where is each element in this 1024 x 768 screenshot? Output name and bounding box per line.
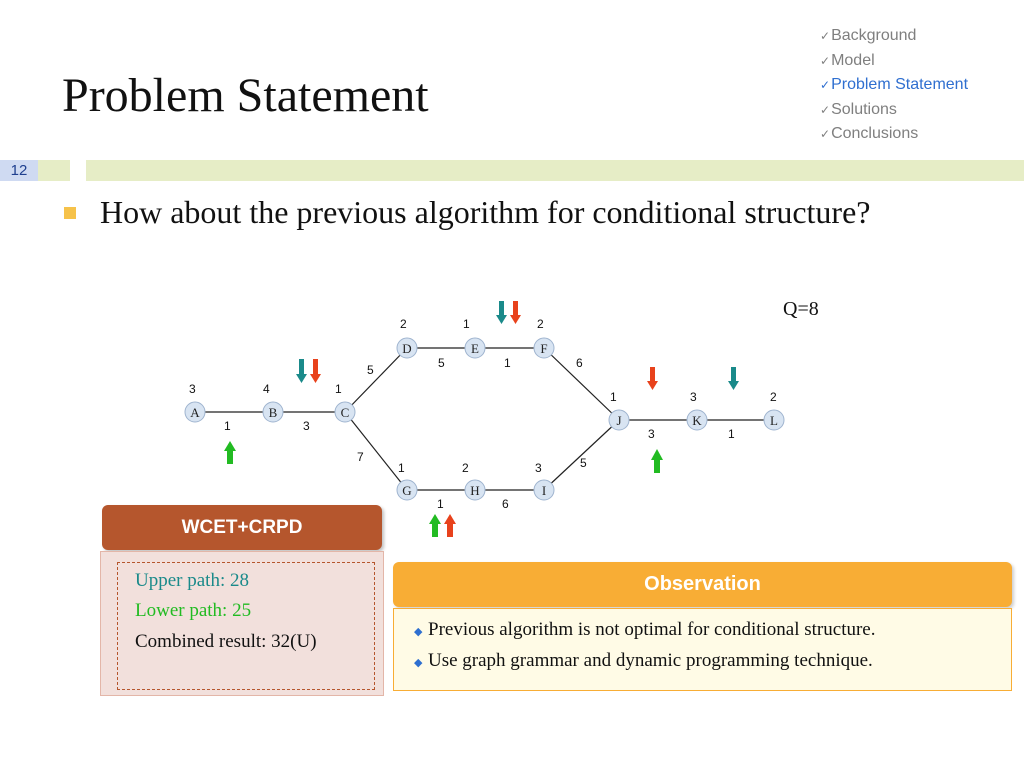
- q-label: Q=8: [783, 298, 819, 320]
- node-weight-d: 2: [400, 317, 407, 331]
- observation-box: [393, 608, 1012, 691]
- edge-weight-ij: 5: [580, 456, 587, 470]
- outline-item-solutions: ✓Solutions: [820, 100, 897, 118]
- svg-text:B: B: [268, 405, 278, 420]
- node-d: [397, 338, 417, 358]
- diamond-bullet-icon: ◆: [414, 657, 423, 669]
- svg-text:L: L: [770, 413, 778, 428]
- observation-point: ◆ Previous algorithm is not optimal for conditional structure.: [414, 619, 876, 640]
- node-j: [609, 410, 629, 430]
- edge-weight-bc: 3: [303, 419, 310, 433]
- svg-text:K: K: [692, 413, 702, 428]
- bullet-text: How about the previous algorithm for conditional structure?: [100, 194, 871, 230]
- node-a: [185, 402, 205, 422]
- arrow-up-green-icon: [429, 514, 441, 537]
- svg-text:C: C: [340, 405, 350, 420]
- node-weight-g: 1: [398, 461, 405, 475]
- checkmark-icon: ✓: [820, 53, 831, 68]
- arrow-up-green-icon: [651, 449, 663, 473]
- edge-weight-fj: 6: [576, 356, 583, 370]
- svg-text:D: D: [402, 341, 412, 356]
- node-weight-f: 2: [537, 317, 544, 331]
- arrow-down-teal-icon: [496, 301, 507, 324]
- edge-weight-jk: 3: [648, 427, 655, 441]
- node-b: [263, 402, 283, 422]
- svg-text:E: E: [471, 341, 479, 356]
- edge-c-d: [345, 348, 407, 412]
- node-weight-l: 2: [770, 390, 777, 404]
- edge-weight-hi: 6: [502, 497, 509, 511]
- svg-text:A: A: [190, 405, 200, 420]
- edge-i-j: [544, 420, 619, 490]
- node-weight-e: 1: [463, 317, 470, 331]
- node-i: [534, 480, 554, 500]
- node-c: [335, 402, 355, 422]
- node-weight-a: 3: [189, 382, 196, 396]
- outline-item-model: ✓Model: [820, 51, 875, 69]
- page-number: 12: [0, 160, 38, 181]
- edge-weight-cd: 5: [367, 363, 374, 377]
- outline-item-conclusions: ✓Conclusions: [820, 125, 919, 142]
- svg-text:I: I: [541, 483, 547, 498]
- edge-weight-cg: 7: [357, 450, 364, 464]
- node-l: [764, 410, 784, 430]
- arrow-down-red-icon: [647, 367, 658, 390]
- combined-result: Combined result: 32(U): [135, 631, 317, 652]
- checkmark-icon: ✓: [820, 127, 831, 141]
- diamond-bullet-icon: ◆: [414, 626, 423, 638]
- node-weight-i: 3: [535, 461, 542, 475]
- arrow-down-red-icon: [310, 359, 321, 383]
- node-weight-j: 1: [610, 390, 617, 404]
- arrow-down-teal-icon: [296, 359, 307, 383]
- edge-weight-de: 5: [438, 356, 445, 370]
- node-h: [465, 480, 485, 500]
- observation-header: Observation: [393, 562, 1012, 607]
- svg-text:H: H: [470, 483, 480, 498]
- observation-point: ◆ Use graph grammar and dynamic programming technique.: [414, 650, 873, 671]
- node-weight-c: 1: [335, 382, 342, 396]
- edge-c-g: [345, 412, 407, 490]
- svg-text:G: G: [402, 483, 412, 498]
- node-g: [397, 480, 417, 500]
- arrow-down-red-icon: [510, 301, 521, 324]
- outline-item-problem-statement: ✓Problem Statement: [820, 76, 969, 93]
- arrow-down-teal-icon: [728, 367, 739, 390]
- edge-weight-gh: 1: [437, 497, 444, 511]
- wcet-crpd-header: WCET+CRPD: [102, 505, 382, 550]
- node-k: [687, 410, 707, 430]
- edge-weight-ab: 1: [224, 419, 231, 433]
- slide-title: Problem Statement: [62, 69, 429, 122]
- node-weight-h: 2: [462, 461, 469, 475]
- edge-weight-kl: 1: [728, 427, 735, 441]
- node-weight-k: 3: [690, 390, 697, 404]
- wcet-crpd-box: [100, 551, 384, 696]
- arrow-up-green-icon: [224, 441, 236, 464]
- node-e: [465, 338, 485, 358]
- lower-path-result: Lower path: 25: [135, 600, 252, 621]
- edge-weight-ef: 1: [504, 356, 511, 370]
- svg-text:J: J: [616, 413, 622, 428]
- node-f: [534, 338, 554, 358]
- checkmark-icon: ✓: [820, 78, 831, 92]
- upper-path-result: Upper path: 28: [135, 570, 249, 591]
- svg-text:F: F: [540, 341, 548, 356]
- checkmark-icon: ✓: [820, 102, 831, 117]
- checkmark-icon: ✓: [820, 29, 831, 43]
- outline-item-background: ✓Background: [820, 27, 917, 44]
- arrow-up-red-icon: [444, 514, 456, 537]
- node-weight-b: 4: [263, 382, 270, 396]
